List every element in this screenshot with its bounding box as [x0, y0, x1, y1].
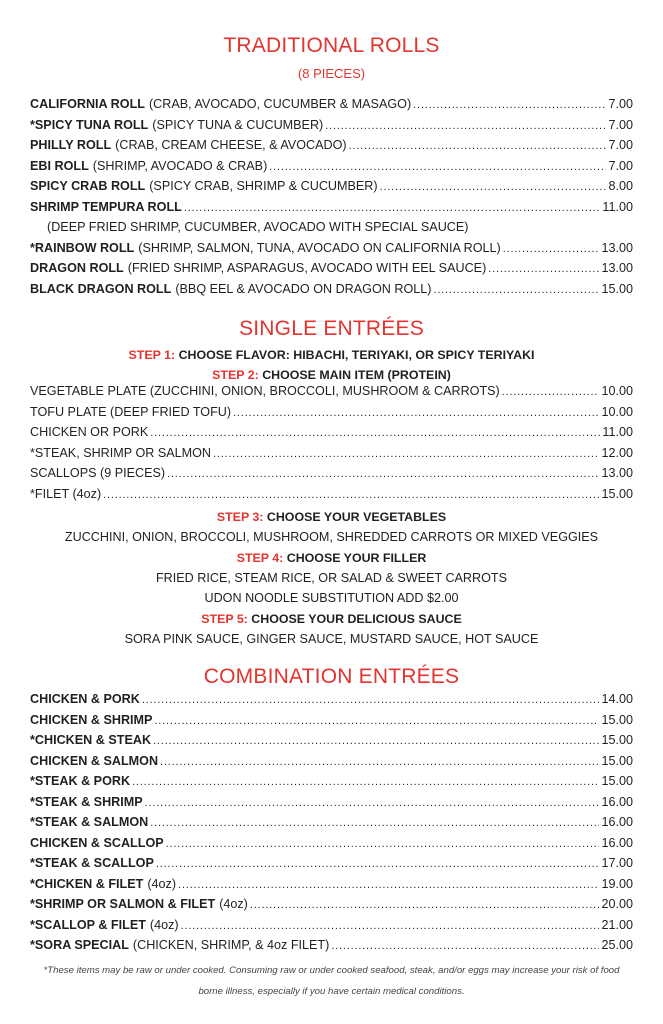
- step-5-options: SORA PINK SAUCE, GINGER SAUCE, MUSTARD SAUCE, HOT SAUCE: [124, 631, 539, 646]
- dot-leader: [433, 282, 599, 296]
- item-name: CHICKEN & SCALLOP: [30, 835, 164, 850]
- item-desc: (SHRIMP, AVOCADO & CRAB): [92, 158, 268, 173]
- item-price: 10.00: [601, 404, 633, 419]
- dot-leader: [503, 241, 600, 255]
- item-price: 19.00: [601, 876, 633, 891]
- item-name: SCALLOPS (9 PIECES): [30, 466, 166, 480]
- item-name: *SORA SPECIAL: [30, 938, 129, 952]
- item-desc: (CRAB, AVOCADO, CUCUMBER & MASAGO): [148, 97, 412, 111]
- dot-leader: [150, 815, 599, 829]
- combination-entrees-list: [0, 692, 663, 959]
- footnote-disclaimer: *These items may be raw or under cooked. Consuming raw or under cooked seafood, steak, and/or eggs may increase your risk of food borne illness, especially if you have certain medical conditions.: [43, 965, 620, 997]
- menu-item: [30, 241, 633, 262]
- step-text: CHOOSE YOUR FILLER: [286, 550, 427, 565]
- dot-leader: [166, 836, 600, 850]
- item-price: 16.00: [601, 794, 633, 809]
- item-desc: (SPICY CRAB, SHRIMP & CUCUMBER): [149, 179, 378, 193]
- dot-leader: [156, 856, 600, 870]
- dot-leader: [150, 425, 600, 439]
- menu-item: [30, 159, 633, 180]
- item-name: VEGETABLE PLATE (ZUCCHINI, ONION, BROCCOLI, MUSHROOM & CARROTS): [30, 384, 500, 398]
- menu-item: [30, 118, 633, 139]
- menu-item: [30, 200, 633, 221]
- item-desc: (4oz): [149, 917, 179, 932]
- item-price: 8.00: [608, 179, 633, 193]
- item-price: 7.00: [608, 117, 633, 132]
- single-entrees-steps-3-5: [0, 507, 663, 649]
- item-name: *STEAK & SCALLOP: [30, 856, 154, 870]
- item-price: 20.00: [601, 897, 633, 911]
- dot-leader: [142, 692, 600, 706]
- single-entrees-list: [0, 384, 663, 507]
- item-price: 21.00: [601, 917, 633, 932]
- step-label: STEP 5:: [201, 611, 248, 626]
- traditional-rolls-title: TRADITIONAL ROLLS: [223, 34, 440, 57]
- item-name: *RAINBOW ROLL: [30, 240, 135, 255]
- item-price: 13.00: [601, 240, 633, 255]
- item-name: *STEAK & SHRIMP: [30, 794, 143, 809]
- menu-item: [30, 733, 633, 754]
- menu-item: [30, 384, 633, 405]
- item-name: *STEAK & SALMON: [30, 815, 149, 829]
- menu-item: [30, 446, 633, 467]
- item-name: *STEAK, SHRIMP OR SALMON: [30, 445, 212, 460]
- menu-item: [30, 466, 633, 487]
- dot-leader: [184, 200, 601, 214]
- item-name: CHICKEN & SALMON: [30, 753, 159, 768]
- dot-leader: [153, 733, 599, 747]
- dot-leader: [132, 774, 599, 788]
- menu-item: [30, 692, 633, 713]
- item-price: 14.00: [601, 692, 633, 706]
- item-price: 15.00: [601, 712, 633, 727]
- step-text: CHOOSE MAIN ITEM (PROTEIN): [262, 368, 451, 382]
- item-desc: (CRAB, CREAM CHEESE, & AVOCADO): [115, 138, 347, 152]
- item-name: CHICKEN & PORK: [30, 692, 140, 706]
- step-label: STEP 4:: [236, 550, 284, 565]
- menu-item: [30, 938, 633, 959]
- menu-item: [30, 713, 633, 734]
- single-entrees-title: SINGLE ENTRÉES: [239, 317, 424, 340]
- menu-item: [30, 918, 633, 939]
- item-name: *CHICKEN & STEAK: [30, 733, 152, 747]
- item-name: *SPICY TUNA ROLL: [30, 117, 149, 132]
- item-desc: (CHICKEN, SHRIMP, & 4oz FILET): [132, 938, 330, 952]
- menu-item: [30, 815, 633, 836]
- single-entrees-steps-1-2: [0, 345, 663, 385]
- menu-item: [30, 754, 633, 775]
- traditional-rolls-list: [0, 97, 663, 302]
- dot-leader: [167, 466, 599, 480]
- item-desc: (SHRIMP, SALMON, TUNA, AVOCADO ON CALIFORNIA ROLL): [138, 240, 501, 255]
- item-price: 11.00: [602, 425, 633, 439]
- step-2: [0, 365, 663, 385]
- item-desc: (4oz): [147, 876, 177, 891]
- dot-leader: [154, 713, 599, 727]
- dot-leader: [502, 384, 600, 398]
- dot-leader: [233, 405, 599, 419]
- step-4-options: FRIED RICE, STEAM RICE, OR SALAD & SWEET CARROTS: [155, 570, 508, 585]
- combination-entrees-title: COMBINATION ENTRÉES: [203, 665, 460, 688]
- item-name: TOFU PLATE (DEEP FRIED TOFU): [30, 404, 232, 419]
- step-text: CHOOSE YOUR DELICIOUS SAUCE: [251, 611, 462, 626]
- item-price: 7.00: [608, 138, 633, 152]
- dot-leader: [250, 897, 600, 911]
- menu-item: [30, 487, 633, 508]
- traditional-rolls-subtitle: (8 PIECES): [297, 66, 366, 81]
- step-3-options: ZUCCHINI, ONION, BROCCOLI, MUSHROOM, SHREDDED CARROTS OR MIXED VEGGIES: [64, 530, 599, 544]
- dot-leader: [145, 795, 600, 809]
- menu-item: [30, 795, 633, 816]
- menu-item: [30, 774, 633, 795]
- dot-leader: [413, 97, 606, 111]
- step-5: [0, 609, 663, 629]
- item-desc: (BBQ EEL & AVOCADO ON DRAGON ROLL): [175, 281, 432, 296]
- item-price: 7.00: [608, 158, 633, 173]
- step-4: [0, 548, 663, 568]
- step-label: STEP 2:: [212, 368, 259, 382]
- step-text: CHOOSE YOUR VEGETABLES: [266, 510, 447, 524]
- step-1: [0, 345, 663, 365]
- dot-leader: [103, 487, 599, 501]
- item-name: *STEAK & PORK: [30, 774, 131, 788]
- item-description-line: [30, 220, 633, 241]
- item-price: 15.00: [601, 753, 633, 768]
- item-name: PHILLY ROLL: [30, 138, 112, 152]
- menu-item: [30, 97, 633, 118]
- item-name: SPICY CRAB ROLL: [30, 179, 146, 193]
- item-name: SHRIMP TEMPURA ROLL: [30, 199, 182, 214]
- item-name: DRAGON ROLL: [30, 261, 124, 275]
- item-price: 17.00: [601, 856, 633, 870]
- item-price: 12.00: [601, 445, 633, 460]
- item-price: 7.00: [608, 97, 633, 111]
- menu-item: [30, 897, 633, 918]
- dot-leader: [331, 938, 599, 952]
- step-label: STEP 3:: [216, 510, 264, 524]
- item-price: 25.00: [601, 938, 633, 952]
- item-name: CHICKEN OR PORK: [30, 425, 149, 439]
- item-price: 15.00: [601, 774, 633, 788]
- dot-leader: [269, 159, 606, 173]
- dot-leader: [181, 918, 600, 932]
- item-price: 10.00: [601, 384, 633, 398]
- step-label: STEP 1:: [128, 348, 176, 362]
- item-name: CHICKEN & SHRIMP: [30, 712, 153, 727]
- dot-leader: [160, 754, 599, 768]
- menu-item: [30, 425, 633, 446]
- step-4-note: UDON NOODLE SUBSTITUTION ADD $2.00: [204, 591, 459, 605]
- item-desc: (FRIED SHRIMP, ASPARAGUS, AVOCADO WITH EEL SAUCE): [127, 261, 487, 275]
- item-name: *SCALLOP & FILET: [30, 917, 146, 932]
- dot-leader: [213, 446, 599, 460]
- dot-leader: [178, 877, 599, 891]
- item-price: 15.00: [601, 281, 633, 296]
- item-name: *CHICKEN & FILET: [30, 876, 144, 891]
- item-name: CALIFORNIA ROLL: [30, 97, 145, 111]
- menu-item: [30, 261, 633, 282]
- item-price: 15.00: [601, 486, 633, 501]
- dot-leader: [349, 138, 607, 152]
- item-price: 15.00: [601, 733, 633, 747]
- item-name: *SHRIMP OR SALMON & FILET: [30, 897, 216, 911]
- item-price: 11.00: [602, 199, 633, 214]
- item-price: 13.00: [601, 261, 633, 275]
- menu-item: [30, 836, 633, 857]
- item-desc: (SPICY TUNA & CUCUMBER): [152, 117, 324, 132]
- menu-item: [30, 856, 633, 877]
- item-name: *FILET (4oz): [30, 486, 102, 501]
- item-name: BLACK DRAGON ROLL: [30, 281, 172, 296]
- item-price: 13.00: [601, 466, 633, 480]
- item-name: EBI ROLL: [30, 158, 89, 173]
- item-price: 16.00: [601, 815, 633, 829]
- dot-leader: [325, 118, 606, 132]
- item-price: 16.00: [601, 835, 633, 850]
- menu-item: [30, 405, 633, 426]
- step-3: [0, 507, 663, 527]
- menu-item: [30, 138, 633, 159]
- menu-item: [30, 877, 633, 898]
- dot-leader: [488, 261, 599, 275]
- step-text: CHOOSE FLAVOR: HIBACHI, TERIYAKI, OR SPICY TERIYAKI: [178, 348, 535, 362]
- shrimp-tempura-description: (DEEP FRIED SHRIMP, CUCUMBER, AVOCADO WITH SPECIAL SAUCE): [47, 220, 469, 234]
- menu-item: [30, 179, 633, 200]
- dot-leader: [380, 179, 607, 193]
- menu-item: [30, 282, 633, 303]
- item-desc: (4oz): [219, 897, 248, 911]
